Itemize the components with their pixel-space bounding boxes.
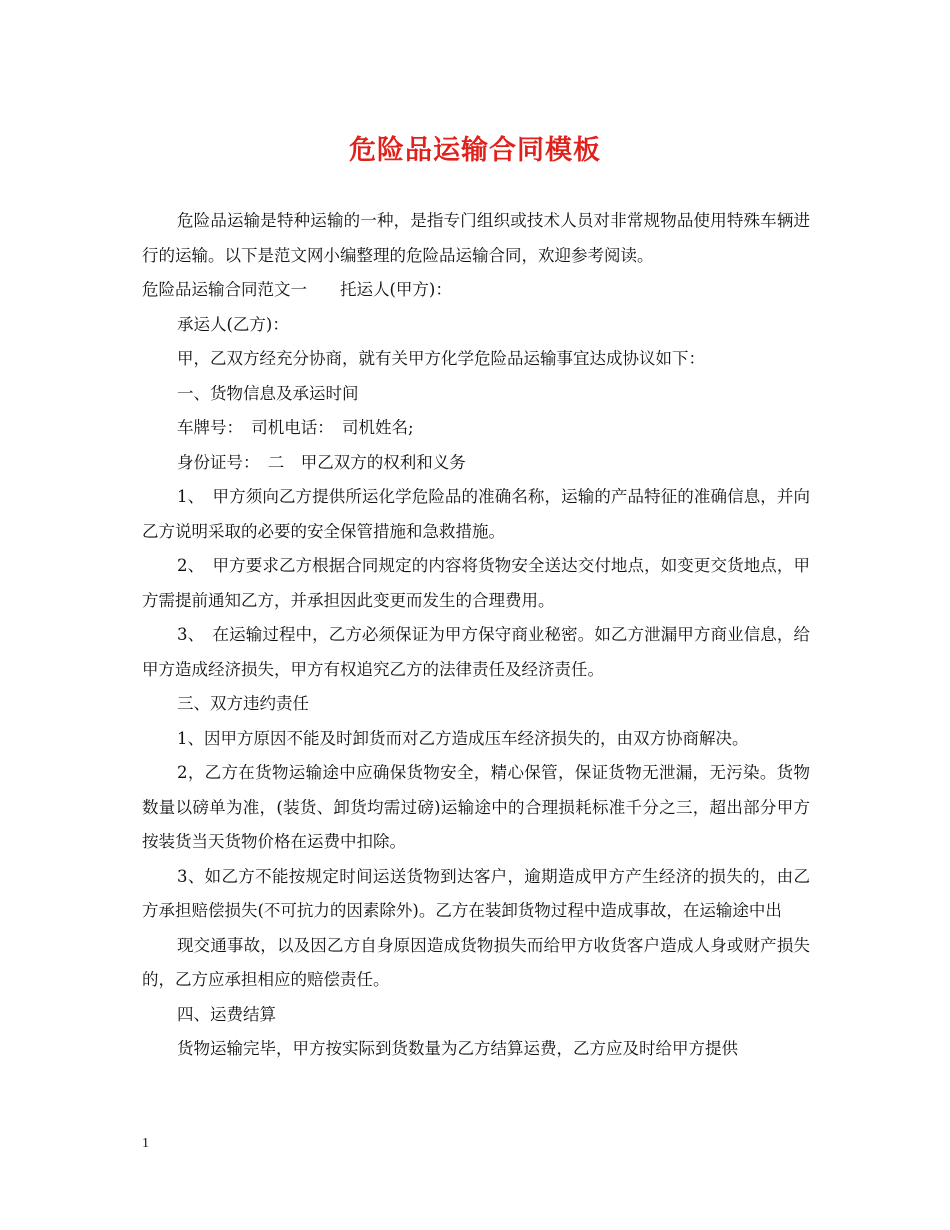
clause-3-3: 3、如乙方不能按规定时间运送货物到达客户，逾期造成甲方产生经济的损失的，由乙方承担赔偿损失(不可抗力的因素除外)。乙方在装卸货物过程中造成事故，在运输途中出 xyxy=(142,866,810,920)
clause-4-1: 货物运输完毕，甲方按实际到货数量为乙方结算运费，乙方应及时给甲方提供 xyxy=(177,1039,738,1058)
paragraph-sample-heading: 危险品运输合同范文一 托运人(甲方)： xyxy=(142,280,452,299)
paragraph-agreement: 甲，乙双方经充分协商，就有关甲方化学危险品运输事宜达成协议如下： xyxy=(177,349,705,368)
paragraph-intro: 危险品运输是特种运输的一种，是指专门组织或技术人员对非常规物品使用特殊车辆进行的运输。以下是范文网小编整理的危险品运输合同，欢迎参考阅读。 xyxy=(142,211,810,265)
section-heading-cargo-info: 一、货物信息及承运时间 xyxy=(177,383,359,403)
clause-2-3: 3、 在运输过程中，乙方必须保证为甲方保守商业秘密。如乙方泄漏甲方商业信息，给甲方造成经济损失，甲方有权追究乙方的法律责任及经济责任。 xyxy=(142,625,810,679)
section-heading-freight: 四、运费结算 xyxy=(177,1004,276,1024)
document-body xyxy=(142,204,810,1067)
document-title: 危险品运输合同模板 xyxy=(349,135,601,166)
clause-2-2: 2、 甲方要求乙方根据合同规定的内容将货物安全送达交付地点，如变更交货地点，甲方需提前通知乙方，并承担因此变更而发生的合理费用。 xyxy=(142,556,810,610)
paragraph-id-rights: 身份证号： 二 甲乙双方的权利和义务 xyxy=(177,452,466,472)
clause-3-2: 2，乙方在货物运输途中应确保货物安全，精心保管，保证货物无泄漏，无污染。货物数量以磅单为准，(装货、卸货均需过磅)运输途中的合理损耗标准千分之三，超出部分甲方按装货当天货物价格在运费中扣除。 xyxy=(142,763,810,851)
clause-3-3-continued: 现交通事故，以及因乙方自身原因造成货物损失而给甲方收货客户造成人身或财产损失的，乙方应承担相应的赔偿责任。 xyxy=(142,935,810,989)
paragraph-carrier: 承运人(乙方)： xyxy=(177,314,289,334)
paragraph-vehicle-info: 车牌号： 司机电话： 司机姓名; xyxy=(177,418,414,437)
section-heading-liability: 三、双方违约责任 xyxy=(177,694,309,713)
clause-2-1: 1、 甲方须向乙方提供所运化学危险品的准确名称，运输的产品特征的准确信息，并向乙方说明采取的必要的安全保管措施和急救措施。 xyxy=(142,487,810,541)
clause-3-1: 1、因甲方原因不能及时卸货而对乙方造成压车经济损失的，由双方协商解决。 xyxy=(177,728,749,748)
page-number: 1 xyxy=(142,1136,149,1151)
